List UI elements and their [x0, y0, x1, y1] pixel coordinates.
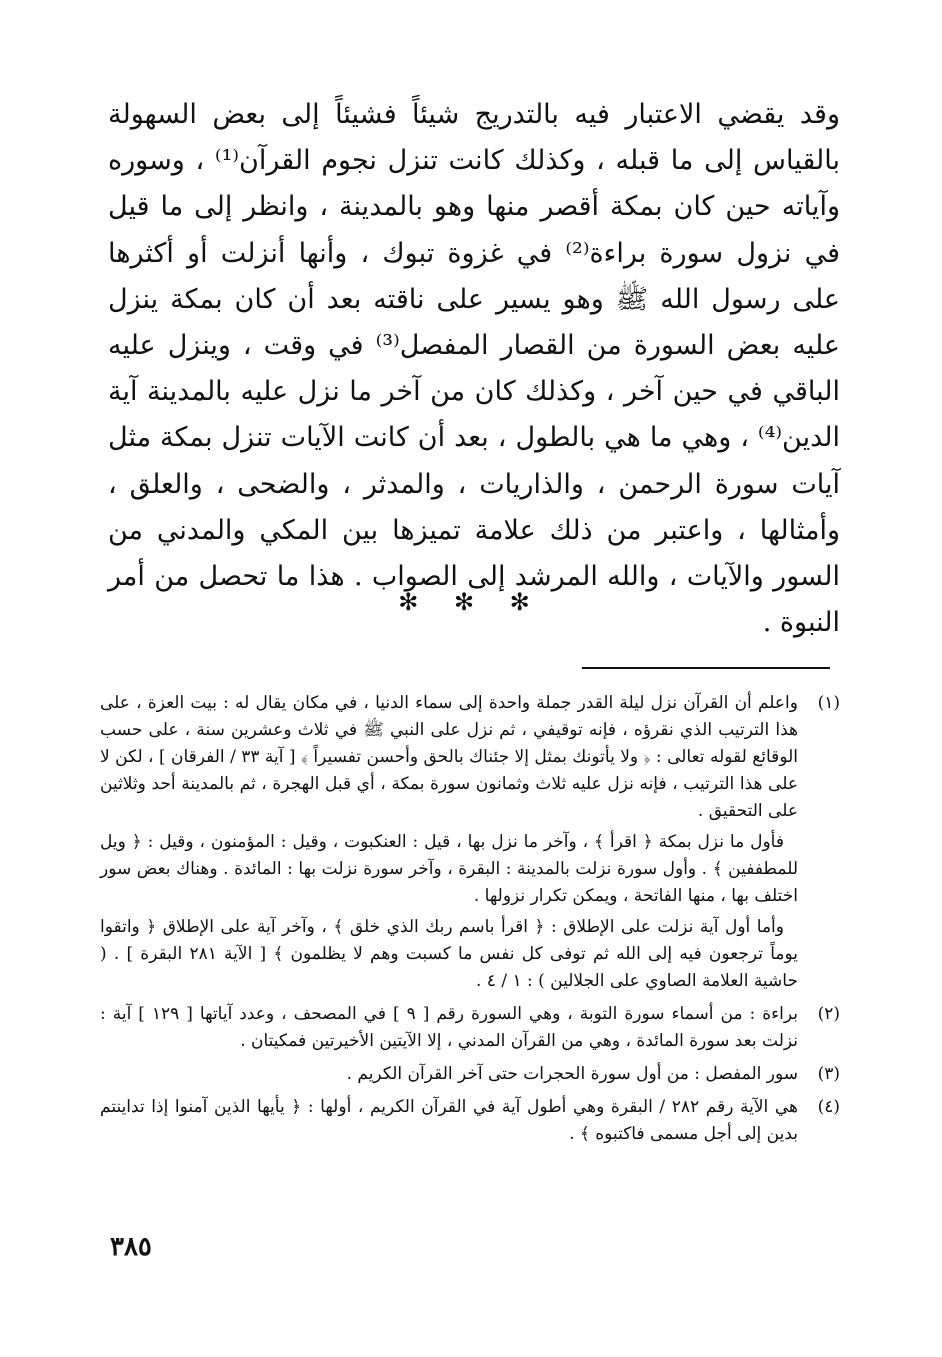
- page-number: ٣٨٥: [110, 1232, 152, 1262]
- footnote-paragraph: هي الآية رقم ٢٨٢ / البقرة وهي أطول آية في القرآن الكريم ، أولها : ﴿ يأيها الذين آمنوا إذا تداينتم بدين إلى أجل مسمى فاكتبوه ﴾ .: [100, 1097, 798, 1144]
- footnote-body: [100, 1061, 798, 1092]
- footnote-divider: [582, 667, 830, 669]
- footnote-paragraph: فأول ما نزل بمكة ﴿ اقرأ ﴾ ، وآخر ما نزل بها ، قيل : العنكبوت ، وقيل : المؤمنون ، وقيل : ﴿ ويل للمطففين ﴾ . وأول سورة نزلت بالمدينة : البقرة ، وآخر سورة نزلت بها : المائدة . وهناك بعض سور اختلف بها ، منها الفاتحة ، ويمكن تكرار نزولها .: [100, 832, 798, 906]
- footnote-paragraph: براءة : من أسماء سورة التوبة ، وهي السورة رقم [ ٩ ] في المصحف ، وعدد آياتها [ ١٢٩ ] آية : نزلت بعد سورة المائدة ، وهي من القرآن المدني ، إلا الآيتين الأخيرتين فمكيتان .: [100, 1004, 798, 1051]
- footnote-body: [100, 1001, 798, 1059]
- footnote-paragraph: سور المفصل : من أول سورة الحجرات حتى آخر القرآن الكريم .: [346, 1064, 798, 1084]
- footnote-number: (٢): [817, 1004, 840, 1024]
- footnote-2: [100, 1001, 840, 1059]
- footnote-number: (١): [817, 693, 840, 713]
- footnote-1: [100, 690, 840, 999]
- footnote-number: (٤): [817, 1097, 840, 1117]
- footnote-number: (٣): [817, 1064, 840, 1084]
- section-separator: ✻ ✻ ✻: [398, 588, 544, 616]
- footnote-paragraph: واعلم أن القرآن نزل ليلة القدر جملة واحدة إلى سماء الدنيا ، في مكان يقال له : بيت العزة ، على هذا الترتيب الذي نقرؤه ، فإنه توقيفي ، ثم نزل على النبي ﷺ في ثلاث وعشرين سنة ، على حسب الوقائع لقوله تعالى : ﴿ ولا يأتونك بمثل إلا جئناك بالحق وأحسن تفسيراً ﴾ [ آية ٣٣ / الفرقان ] ، لكن لا على هذا الترتيب ، فإنه نزل عليه ثلاث وثمانون سورة بمكة ، أي قبل الهجرة ، ثم بالمدينة أحد وثلاثين على التحقيق .: [100, 693, 798, 821]
- main-paragraph: وقد يقضي الاعتبار فيه بالتدريج شيئاً فشيئاً إلى بعض السهولة بالقياس إلى ما قبله ، وكذلك كانت تنزل نجوم القرآن⁽¹⁾ ، وسوره وآياته حين كان بمكة أقصر منها وهو بالمدينة ، وانظر إلى ما قيل في نزول سورة براءة⁽²⁾ في غزوة تبوك ، وأنها أنزلت أو أكثرها على رسول الله ﷺ وهو يسير على ناقته بعد أن كان بمكة ينزل عليه بعض السورة من القصار المفصل⁽³⁾ في وقت ، وينزل عليه الباقي في حين آخر ، وكذلك كان من آخر ما نزل عليه بالمدينة آية الدين⁽⁴⁾ ، وهي ما هي بالطول ، بعد أن كانت الآيات تنزل بمكة مثل آيات سورة الرحمن ، والذاريات ، والمدثر ، والضحى ، والعلق ، وأمثالها ، واعتبر من ذلك علامة تميزها بين المكي والمدني من السور والآيات ، والله المرشد إلى الصواب . هذا ما تحصل من أمر النبوة .: [108, 99, 840, 639]
- footnotes: [100, 690, 840, 1154]
- footnote-body: [100, 690, 798, 999]
- footnote-4: [100, 1094, 840, 1152]
- footnote-paragraph: وأما أول آية نزلت على الإطلاق : ﴿ اقرأ باسم ربك الذي خلق ﴾ ، وآخر آية على الإطلاق ﴿ واتقوا يوماً ترجعون فيه إلى الله ثم توفى كل نفس ما كسبت وهم لا يظلمون ﴾ [ الآية ٢٨١ البقرة ] . ( حاشية العلامة الصاوي على الجلالين ) : ١ / ٤ .: [100, 917, 799, 991]
- footnote-3: [100, 1061, 840, 1092]
- footnote-body: [100, 1094, 798, 1152]
